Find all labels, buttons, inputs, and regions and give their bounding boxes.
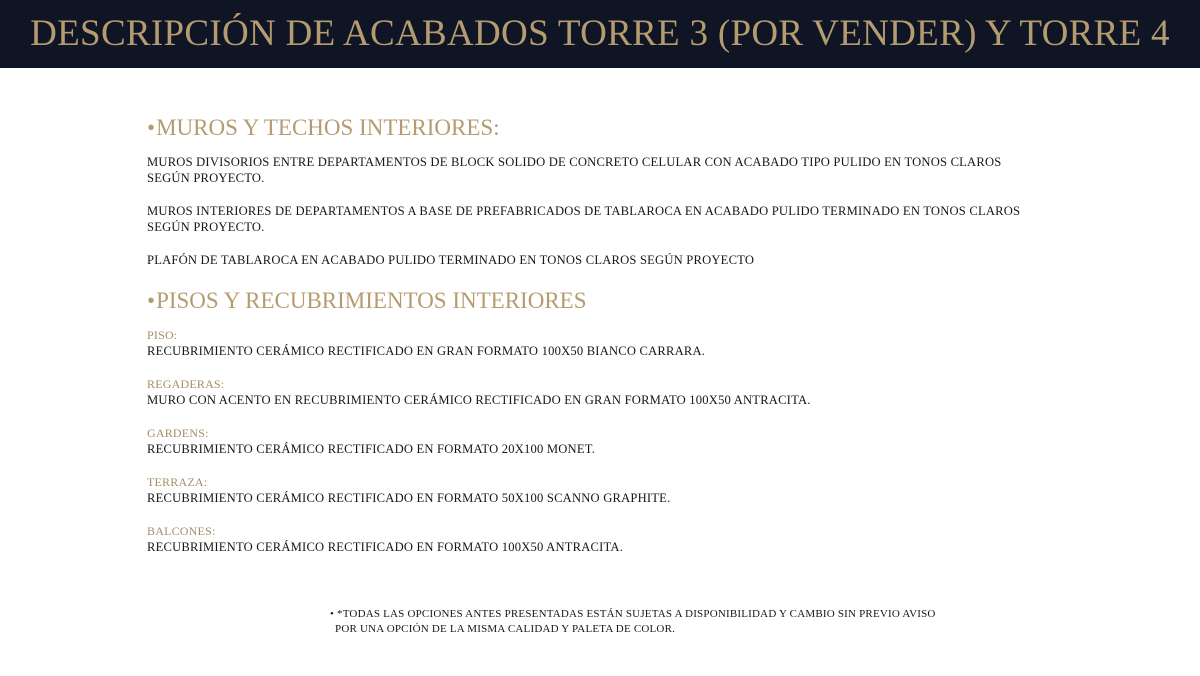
- section-heading-text: PISOS Y RECUBRIMIENTOS INTERIORES: [156, 288, 587, 313]
- section-walls-ceilings: [147, 112, 1047, 268]
- item-terraza: [147, 474, 1047, 506]
- header-bar: [0, 0, 1200, 68]
- page-title: DESCRIPCIÓN DE ACABADOS TORRE 3 (POR VENDER) Y TORRE 4: [30, 13, 1170, 54]
- item-label: GARDENS:: [147, 426, 209, 440]
- section-heading: [147, 112, 1047, 144]
- item-regaderas: [147, 376, 1047, 408]
- item-text: RECUBRIMIENTO CERÁMICO RECTIFICADO EN GRAN FORMATO 100X50 BIANCO CARRARA.: [147, 344, 706, 358]
- paragraph-dividing-walls: MUROS DIVISORIOS ENTRE DEPARTAMENTOS DE BLOCK SOLIDO DE CONCRETO CELULAR CON ACABADO TIPO PULIDO EN TONOS CLAROS SEGÚN PROYECTO.: [147, 155, 1002, 185]
- content-area: [147, 112, 1047, 572]
- item-text: RECUBRIMIENTO CERÁMICO RECTIFICADO EN FORMATO 20X100 MONET.: [147, 442, 596, 456]
- item-label: TERRAZA:: [147, 475, 208, 489]
- footnote-line-1: • *TODAS LAS OPCIONES ANTES PRESENTADAS ESTÁN SUJETAS A DISPONIBILIDAD Y CAMBIO SIN PREVIO AVISO: [330, 608, 936, 620]
- item-gardens: [147, 425, 1047, 457]
- bullet: •: [147, 288, 156, 313]
- item-text: RECUBRIMIENTO CERÁMICO RECTIFICADO EN FORMATO 50X100 SCANNO GRAPHITE.: [147, 491, 671, 505]
- footnote-line-2: POR UNA OPCIÓN DE LA MISMA CALIDAD Y PALETA DE COLOR.: [335, 623, 676, 635]
- item-label: REGADERAS:: [147, 377, 225, 391]
- paragraph-ceiling: PLAFÓN DE TABLAROCA EN ACABADO PULIDO TERMINADO EN TONOS CLAROS SEGÚN PROYECTO: [147, 253, 755, 267]
- item-balcones: [147, 523, 1047, 555]
- section-floors-coverings: [147, 285, 1047, 555]
- footnote: [330, 607, 990, 637]
- bullet: •: [147, 115, 156, 140]
- item-label: PISO:: [147, 328, 178, 342]
- section-heading: [147, 285, 1047, 317]
- paragraph-interior-walls: MUROS INTERIORES DE DEPARTAMENTOS A BASE DE PREFABRICADOS DE TABLAROCA EN ACABADO PULIDO TERMINADO EN TONOS CLAROS SEGÚN PROYECTO.: [147, 204, 1021, 234]
- item-label: BALCONES:: [147, 524, 216, 538]
- item-piso: [147, 327, 1047, 359]
- item-text: MURO CON ACENTO EN RECUBRIMIENTO CERÁMICO RECTIFICADO EN GRAN FORMATO 100X50 ANTRACITA.: [147, 393, 811, 407]
- section-heading-text: MUROS Y TECHOS INTERIORES:: [156, 115, 500, 140]
- item-text: RECUBRIMIENTO CERÁMICO RECTIFICADO EN FORMATO 100X50 ANTRACITA.: [147, 540, 624, 554]
